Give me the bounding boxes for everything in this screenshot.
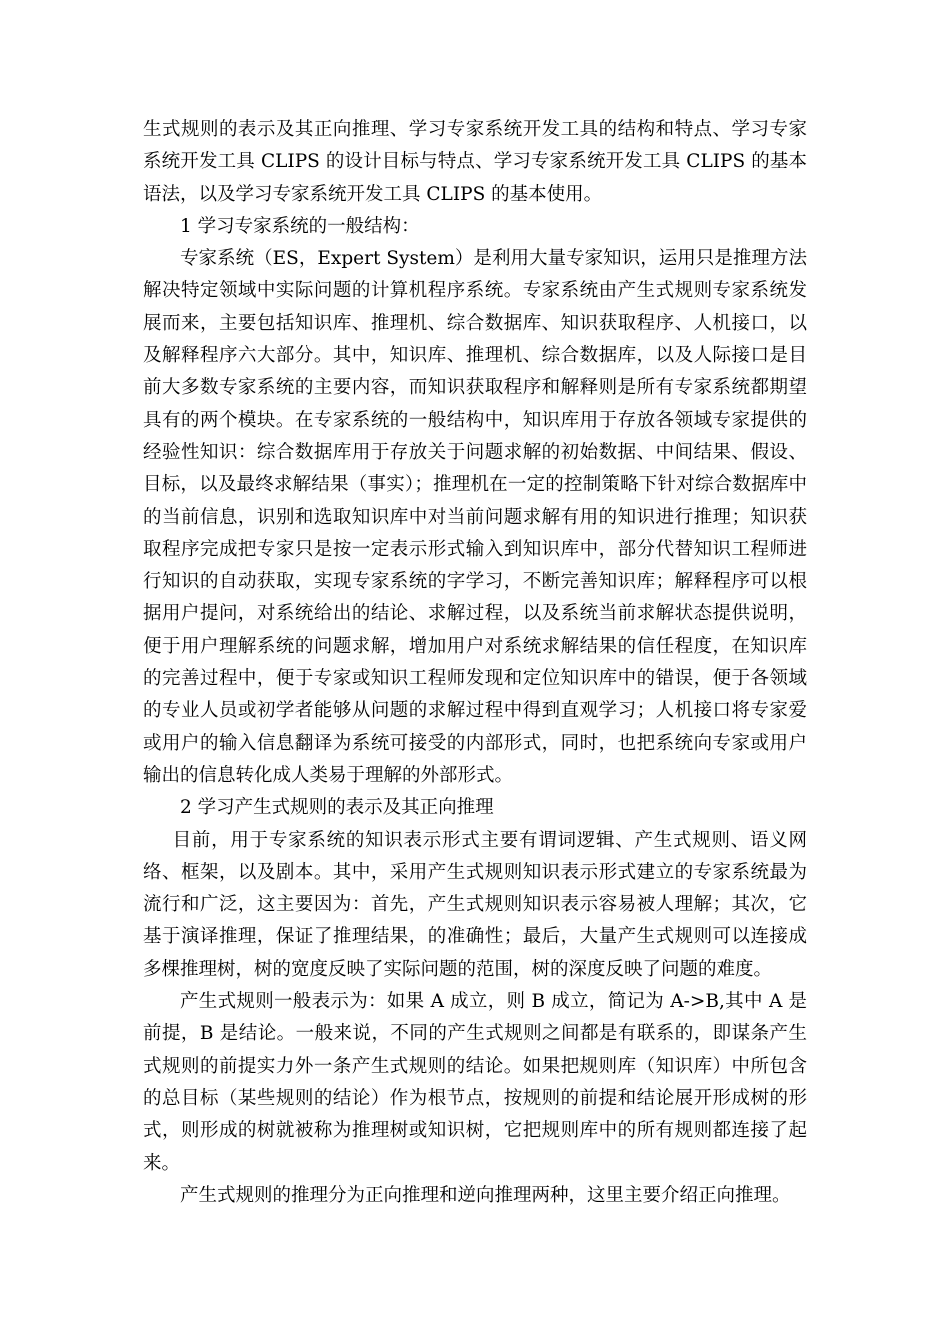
section-heading-2: 2 学习产生式规则的表示及其正向推理 [180, 797, 494, 819]
body-paragraph-expert-system-structure: 专家系统（ES，Expert System）是利用大量专家知识，运用只是推理方法解决特定领域中实际问题的计算机程序系统。专家系统由产生式规则专家系统发展而来，主要包括知识库、推理机、综合数据库、知识获取程序、人机接口，以及解释程序六大部分。其中，知识库、推理机、综合数据库，以及人际接口是目前大多数专家系统的主要内容，而知识获取程序和解释则是所有专家系统都期望具有的两个模块。在专家系统的一般结构中，知识库用于存放各领域专家提供的经验性知识：综合数据库用于存放关于问题求解的初始数据、中间结果、假设、目标，以及最终求解结果（事实）；推理机在一定的控制策略下针对综合数据库中的当前信息，识别和选取知识库中对当前问题求解有用的知识进行推理；知识获取程序完成把专家只是按一定表示形式输入到知识库中，部分代替知识工程师进行知识的自动获取，实现专家系统的字学习，不断完善知识库；解释程序可以根据用户提问，对系统给出的结论、求解过程，以及系统当前求解状态提供说明，便于用户理解系统的问题求解，增加用户对系统求解结果的信任程度，在知识库的完善过程中，便于专家或知识工程师发现和定位知识库中的错误，便于各领域的专业人员或初学者能够从问题的求解过程中得到直观学习；人机接口将专家爱或用户的输入信息翻译为系统可接受的内部形式，同时，也把系统向专家或用户输出的信息转化成人类易于理解的外部形式。 [143, 248, 807, 786]
body-paragraph-continuation: 生式规则的表示及其正向推理、学习专家系统开发工具的结构和特点、学习专家系统开发工具 CLIPS 的设计目标与特点、学习专家系统开发工具 CLIPS 的基本语法，以及学习专家系统开发工具 CLIPS 的基本使用。 [143, 119, 807, 205]
body-paragraph-production-rules: 产生式规则一般表示为：如果 A 成立，则 B 成立，简记为 A->B,其中 A 是前提，B 是结论。一般来说，不同的产生式规则之间都是有联系的，即谋条产生式规则的前提实力外一条产生式规则的结论。如果把规则库（知识库）中所包含的总目标（某些规则的结论）作为根节点，按规则的前提和结论展开形成树的形式，则形成的树就被称为推理树或知识树，它把规则库中的所有规则都连接了起来。 [143, 991, 807, 1174]
body-paragraph-inference: 产生式规则的推理分为正向推理和逆向推理两种，这里主要介绍正向推理。 [180, 1184, 791, 1206]
section-heading-1: 1 学习专家系统的一般结构： [180, 215, 420, 237]
body-paragraph-knowledge-representation: 目前，用于专家系统的知识表示形式主要有谓词逻辑、产生式规则、语义网络、框架，以及剧本。其中，采用产生式规则知识表示形式建立的专家系统最为流行和广泛，这主要因为：首先，产生式规则知识表示容易被人理解；其次，它基于演译推理，保证了推理结果，的准确性；最后，大量产生式规则可以连接成多棵推理树，树的宽度反映了实际问题的范围，树的深度反映了问题的难度。 [143, 829, 807, 980]
document-page [143, 114, 807, 1212]
